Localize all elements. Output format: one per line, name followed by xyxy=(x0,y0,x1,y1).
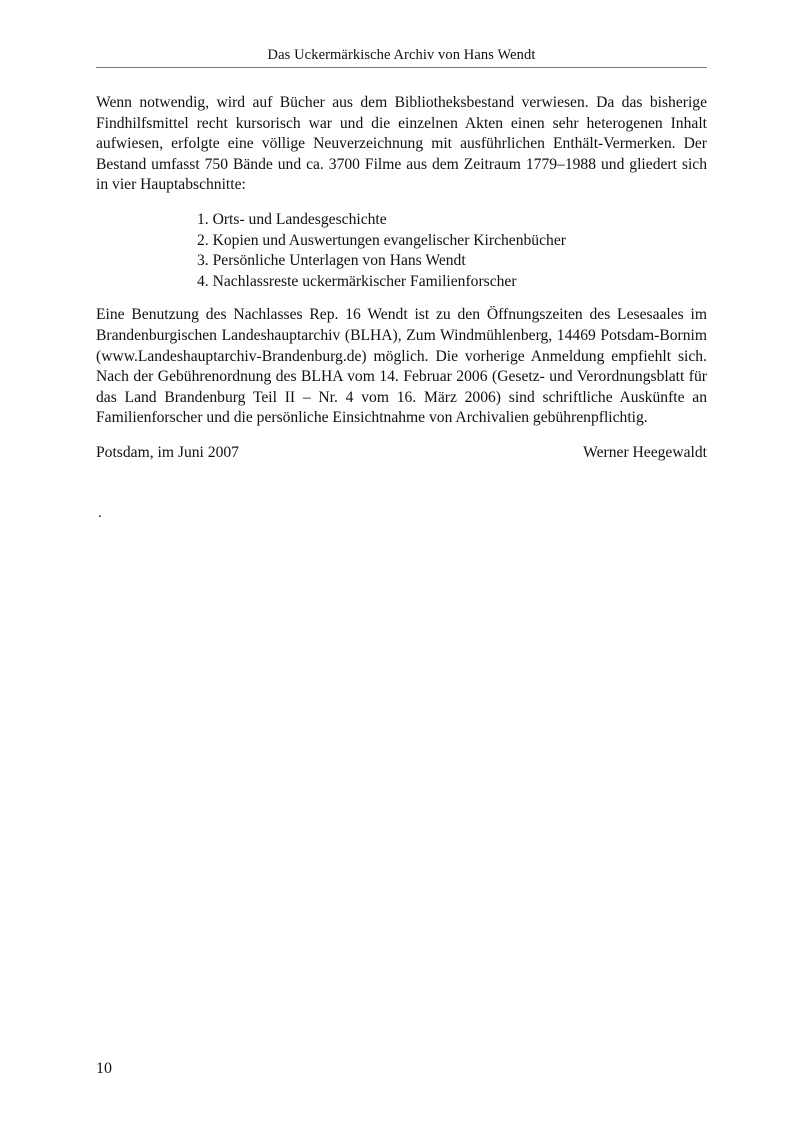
header-divider xyxy=(96,67,707,68)
page-number: 10 xyxy=(96,1060,112,1077)
intro-paragraph: Wenn notwendig, wird auf Bücher aus dem Bibliotheksbestand verwiesen. Da das bisherige Findhilfsmittel recht kursorisch war und die einzelnen Akten einen sehr heterogenen Inhalt aufwiesen, erfolgte eine völlige Neuverzeichnung mit ausführlichen Enthält-Vermerken. Der Bestand umfasst 750 Bände und ca. 3700 Filme aus dem Zeitraum 1779–1988 und gliedert sich in vier Hauptabschnitte: xyxy=(96,94,707,194)
list-item: 2. Kopien und Auswertungen evangelischer Kirchenbücher xyxy=(197,231,566,249)
usage-paragraph: Eine Benutzung des Nachlasses Rep. 16 Wendt ist zu den Öffnungszeiten des Lesesaales im Brandenburgischen Landeshauptarchiv (BLHA), Zum Windmühlenberg, 14469 Potsdam-Bornim (www.Landeshauptarchiv-Brandenburg.de) möglich. Die vorherige Anmeldung empfiehlt sich. Nach der Gebührenordnung des BLHA vom 14. Februar 2006 (Gesetz- und Verordnungsblatt für das Land Brandenburg Teil II – Nr. 4 vom 16. März 2006) sind schriftliche Auskünfte an Familienforscher und die persönliche Einsichtnahme von Archivalien gebührenpflichtig. xyxy=(96,306,707,427)
place-date: Potsdam, im Juni 2007 xyxy=(96,443,239,461)
author-name: Werner Heegewaldt xyxy=(583,443,707,461)
section-list xyxy=(96,210,707,292)
list-item: 1. Orts- und Landesgeschichte xyxy=(197,210,387,228)
list-item: 3. Persönliche Unterlagen von Hans Wendt xyxy=(197,252,466,270)
signature-line xyxy=(96,443,707,464)
stray-mark: . xyxy=(98,505,102,521)
running-header: Das Uckermärkische Archiv von Hans Wendt xyxy=(267,47,536,63)
page-body xyxy=(96,93,707,464)
list-item: 4. Nachlassreste uckermärkischer Familienforscher xyxy=(197,272,517,290)
